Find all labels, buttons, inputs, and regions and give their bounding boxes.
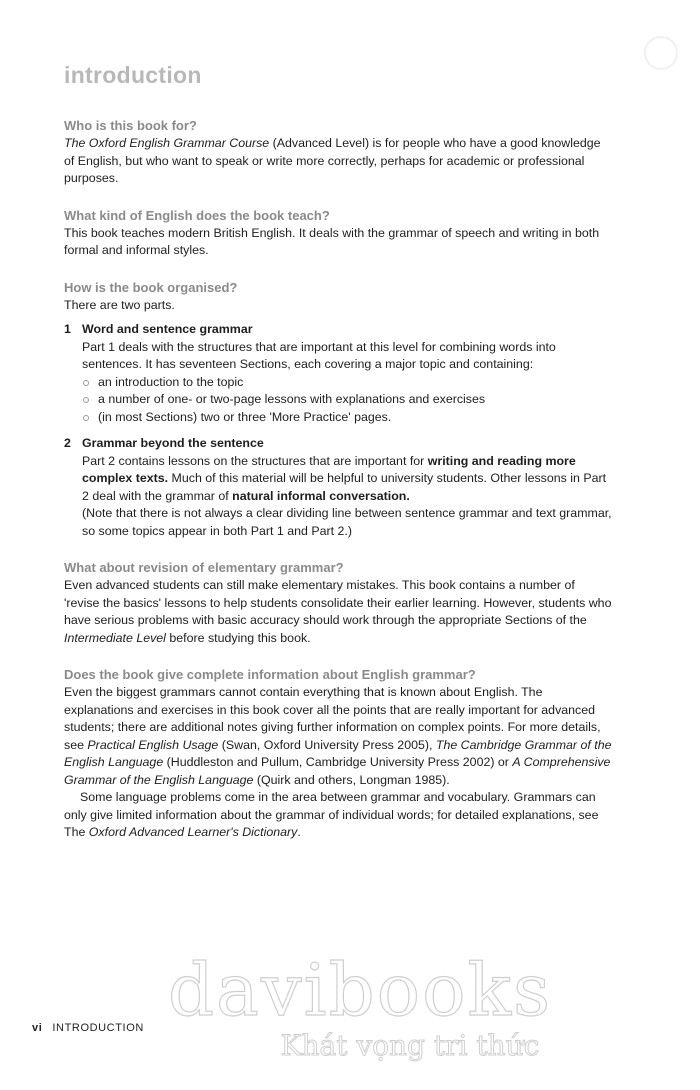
book-title: A Comprehensive Grammar of the English Language — [64, 755, 611, 787]
bullet-item: a number of one- or two-page lessons with explanations and exercises — [82, 391, 612, 409]
section-revision — [64, 559, 612, 647]
book-title: Oxford Advanced Learner's Dictionary — [88, 825, 298, 839]
bullet-item: an introduction to the topic — [82, 374, 612, 392]
page-number: vi — [32, 1022, 43, 1034]
part-note: (Note that there is not always a clear dividing line between sentence grammar and text grammar, so some topics appear in both Part 1 and Part 2.) — [82, 506, 612, 538]
watermark — [150, 950, 570, 1062]
emphasis-text: natural informal conversation. — [232, 488, 410, 503]
part-item — [64, 321, 612, 426]
body-text: Part 2 contains lessons on the structures that are important for — [82, 453, 428, 468]
page-title: introduction — [64, 62, 202, 88]
body-text: (Huddleston and Pullum, Cambridge University Press 2002) or — [163, 755, 513, 769]
watermark-brand: davibooks — [167, 948, 553, 1032]
running-footer: INTRODUCTION — [52, 1022, 144, 1034]
section-body: This book teaches modern British English. It deals with the grammar of speech and writing in both formal and informal styles. — [64, 225, 600, 257]
body-text: before studying this book. — [165, 630, 311, 645]
part-main — [82, 321, 612, 426]
section-heading: Does the book give complete information about English grammar? — [64, 667, 476, 682]
body-text: Even advanced students can still make elementary mistakes. This book contains a number of 'revise the basics' lessons to help students consolidate their earlier learning. However, students who have serious problems with basic accuracy should work through the appropriate Sections of the — [64, 578, 612, 627]
body-text: Even the biggest grammars cannot contain everything that is known about English. The explanations and exercises in this book cover all the points that are really important for advanced students; there are additional notes giving further information on complex points. For more details, see — [64, 685, 601, 752]
watermark-tagline: Khát vọng tri thức — [280, 1029, 540, 1062]
book-title: The Oxford English Grammar Course — [64, 136, 270, 150]
book-title: Practical English Usage — [87, 737, 219, 752]
part-item — [64, 435, 612, 540]
part-main — [82, 435, 612, 540]
page-content — [64, 117, 612, 861]
body-text: Much of this material will be helpful to university students. Other lessons in Part 2 deal with the grammar of — [82, 471, 607, 503]
part-number: 2 — [64, 436, 71, 450]
body-text: Some language problems come in the area between grammar and vocabulary. Grammars can only give limited information about the grammar of individual words; for detailed explanations, see The — [64, 790, 599, 839]
body-text: (Quirk and others, Longman 1985). — [253, 772, 450, 787]
body-text: (Swan, Oxford University Press 2005), — [218, 737, 436, 752]
section-body — [64, 135, 612, 188]
section-intro: There are two parts. — [64, 297, 175, 312]
part-heading: Word and sentence grammar — [82, 322, 253, 336]
bullet-list — [82, 374, 612, 427]
emphasis-text: writing and reading more complex texts. — [82, 453, 576, 485]
part-number: 1 — [64, 322, 71, 336]
section-heading: How is the book organised? — [64, 279, 238, 295]
part-heading: Grammar beyond the sentence — [82, 436, 264, 450]
body-text: (Advanced Level) is for people who have a good knowledge of English, but who want to speak or write more correctly, perhaps for academic or professional purposes. — [64, 136, 601, 185]
bullet-item: (in most Sections) two or three 'More Practice' pages. — [82, 409, 612, 427]
page-footer — [32, 1022, 144, 1034]
section-complete — [64, 666, 612, 842]
section-organised — [64, 279, 612, 541]
parts-list — [64, 321, 612, 540]
section-body — [64, 789, 612, 842]
part-body: Part 1 deals with the structures that are important at this level for combining words into sentences. It has seventeen Sections, each covering a major topic and containing: — [82, 339, 556, 371]
section-body — [64, 577, 612, 647]
body-text: . — [297, 825, 301, 839]
book-title: The Cambridge Grammar of the English Language — [64, 737, 612, 769]
corner-decoration — [644, 36, 678, 70]
section-heading: What about revision of elementary grammar? — [64, 560, 344, 575]
section-heading: Who is this book for? — [64, 118, 197, 133]
section-kind — [64, 207, 612, 260]
section-who — [64, 117, 612, 188]
section-body — [64, 684, 612, 789]
section-heading: What kind of English does the book teach? — [64, 207, 330, 223]
book-title: Intermediate Level — [64, 630, 166, 645]
part-body — [82, 453, 612, 506]
